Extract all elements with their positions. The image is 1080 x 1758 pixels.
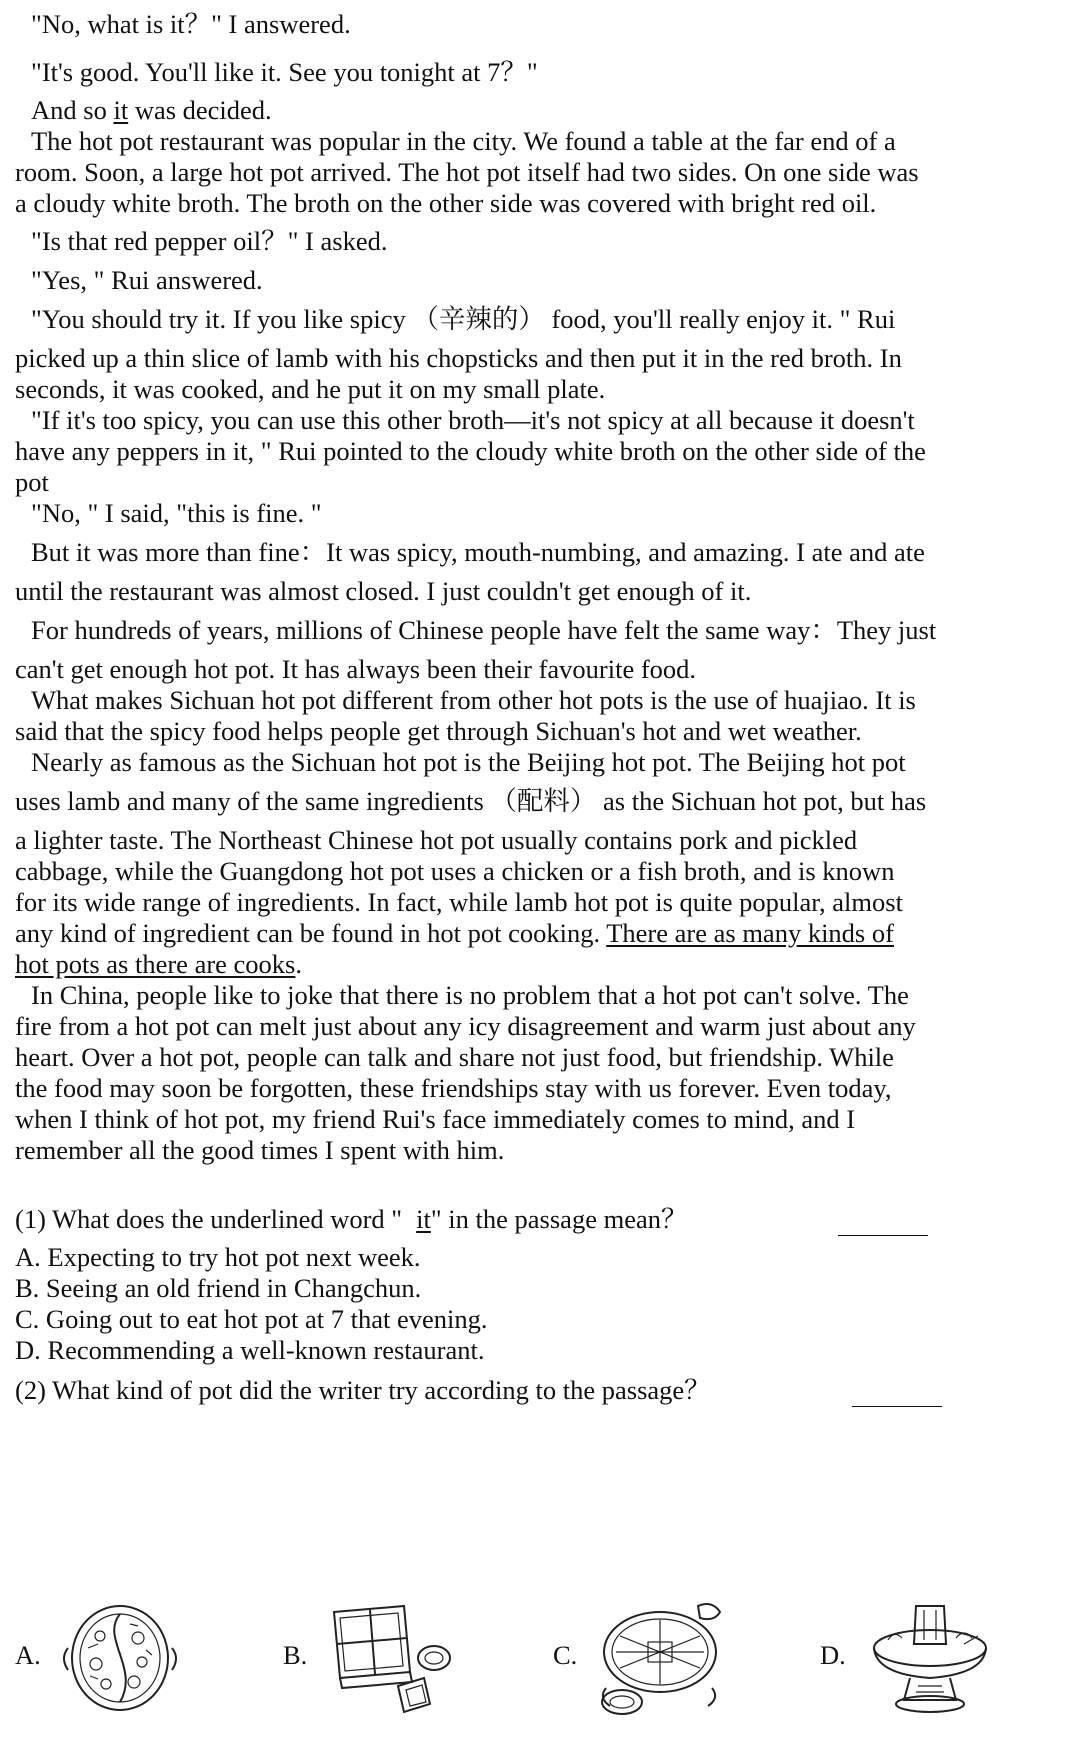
question-1-option-d[interactable]: D. Recommending a well-known restaurant.	[15, 1335, 485, 1365]
passage-line: "No, what is it？" I answered.	[31, 9, 351, 39]
chimney-hot-pot-image[interactable]	[864, 1596, 996, 1720]
passage-line: Nearly as famous as the Sichuan hot pot is the Beijing hot pot. The Beijing hot pot	[31, 747, 906, 777]
passage-line: uses lamb and many of the same ingredients （配料） as the Sichuan hot pot, but has	[15, 786, 927, 816]
question-1-stem: (1) What does the underlined word " it" in the passage mean？	[15, 1204, 688, 1234]
question-1-option-b[interactable]: B. Seeing an old friend in Changchun.	[15, 1273, 422, 1303]
passage-line: heart. Over a hot pot, people can talk and share not just food, but friendship. While	[15, 1042, 894, 1072]
question-1-option-c[interactable]: C. Going out to eat hot pot at 7 that evening.	[15, 1304, 488, 1334]
passage-line: What makes Sichuan hot pot different from other hot pots is the use of huajiao. It is	[31, 685, 916, 715]
passage-line: picked up a thin slice of lamb with his chopsticks and then put it in the red broth. In	[15, 343, 902, 373]
underlined-sentence: hot pots as there are cooks	[15, 949, 296, 979]
nine-grid-hot-pot-image[interactable]	[590, 1596, 740, 1720]
question-2-stem: (2) What kind of pot did the writer try according to the passage？	[15, 1375, 711, 1405]
passage-line: until the restaurant was almost closed. I just couldn't get enough of it.	[15, 576, 752, 606]
passage-line: "Yes, " Rui answered.	[31, 265, 263, 295]
passage-line: when I think of hot pot, my friend Rui's face immediately comes to mind, and I	[15, 1104, 856, 1134]
passage-line: pot	[15, 467, 49, 497]
passage-line: any kind of ingredient can be found in hot pot cooking. There are as many kinds of	[15, 918, 894, 948]
passage-line: remember all the good times I spent with him.	[15, 1135, 505, 1165]
passage-line: "No, " I said, "this is fine. "	[31, 498, 322, 528]
underlined-sentence: There are as many kinds of	[606, 918, 894, 948]
question-2-option-d-label[interactable]: D.	[820, 1640, 846, 1670]
underlined-word-it: it	[113, 95, 129, 125]
passage-line: room. Soon, a large hot pot arrived. The hot pot itself had two sides. On one side was	[15, 157, 919, 187]
passage-line: But it was more than fine：It was spicy, mouth-numbing, and amazing. I ate and ate	[31, 537, 925, 567]
passage-line: cabbage, while the Guangdong hot pot uses a chicken or a fish broth, and is known	[15, 856, 895, 886]
question-1-option-a[interactable]: A. Expecting to try hot pot next week.	[15, 1242, 421, 1272]
passage-line: seconds, it was cooked, and he put it on my small plate.	[15, 374, 606, 404]
question-2-option-b-label[interactable]: B.	[283, 1640, 308, 1670]
square-grid-hot-pot-image[interactable]	[326, 1600, 456, 1718]
question-2-option-c-label[interactable]: C.	[553, 1640, 578, 1670]
answer-blank-2[interactable]	[852, 1384, 942, 1407]
passage-line: fire from a hot pot can melt just about any icy disagreement and warm just about any	[15, 1011, 916, 1041]
passage-line: for its wide range of ingredients. In fact, while lamb hot pot is quite popular, almost	[15, 887, 903, 917]
passage-line: In China, people like to joke that there is no problem that a hot pot can't solve. The	[31, 980, 909, 1010]
passage-line: "You should try it. If you like spicy （辛辣的） food, you'll really enjoy it. " Rui	[31, 304, 896, 334]
question-2-option-a-label[interactable]: A.	[15, 1640, 41, 1670]
passage-line: "It's good. You'll like it. See you tonight at 7？"	[31, 57, 538, 87]
passage-line: For hundreds of years, millions of Chinese people have felt the same way：They just	[31, 615, 937, 645]
passage-line: a lighter taste. The Northeast Chinese hot pot usually contains pork and pickled	[15, 825, 858, 855]
passage-line: The hot pot restaurant was popular in the city. We found a table at the far end of a	[31, 126, 896, 156]
round-hot-pot-image[interactable]	[60, 1598, 180, 1718]
passage-line: hot pots as there are cooks.	[15, 949, 302, 979]
passage-line: the food may soon be forgotten, these friendships stay with us forever. Even today,	[15, 1073, 892, 1103]
answer-blank-1[interactable]	[838, 1213, 928, 1236]
passage-line: And so it was decided.	[31, 95, 272, 125]
passage-line: have any peppers in it, " Rui pointed to the cloudy white broth on the other side of the	[15, 436, 926, 466]
passage-line: "If it's too spicy, you can use this other broth—it's not spicy at all because it doesn't	[31, 405, 915, 435]
passage-line: "Is that red pepper oil？" I asked.	[31, 226, 388, 256]
passage-line: a cloudy white broth. The broth on the other side was covered with bright red oil.	[15, 188, 877, 218]
passage-line: said that the spicy food helps people get through Sichuan's hot and wet weather.	[15, 716, 862, 746]
passage-line: can't get enough hot pot. It has always been their favourite food.	[15, 654, 697, 684]
